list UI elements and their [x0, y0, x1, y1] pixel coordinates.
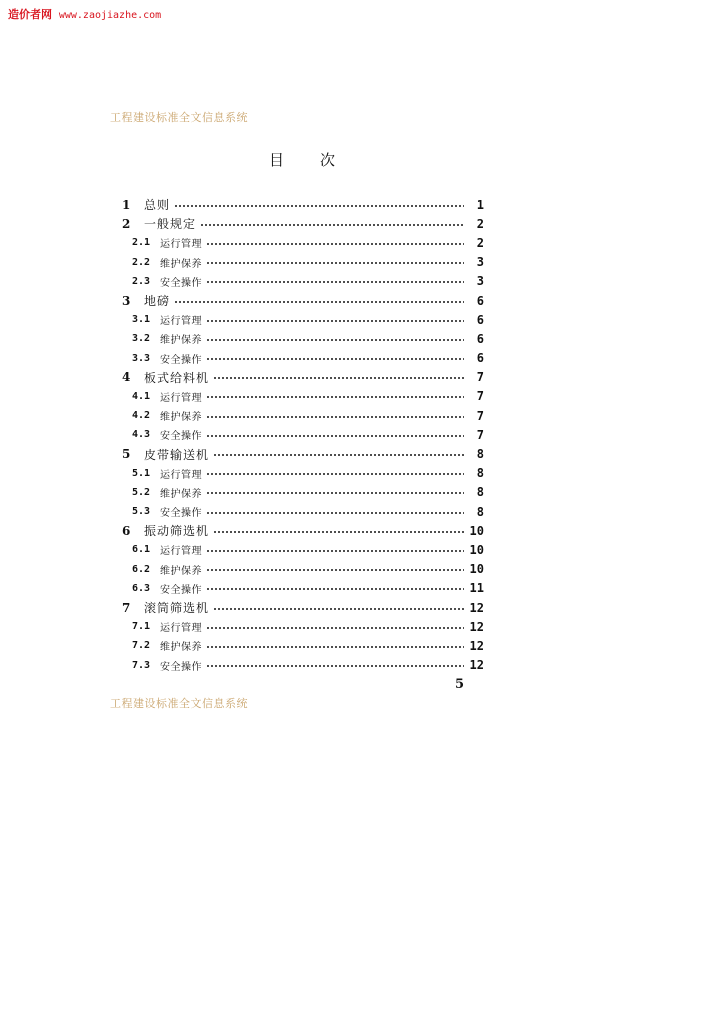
table-of-contents: [118, 195, 484, 675]
toc-page-number: 6: [476, 351, 484, 366]
dot-leader: [206, 256, 464, 268]
toc-label: 安全操作: [160, 508, 202, 520]
toc-label: 皮带输送机: [144, 447, 210, 462]
toc-page-number: 8: [476, 504, 484, 519]
toc-label: 运行管理: [160, 392, 202, 404]
page-number: 5: [455, 677, 465, 692]
toc-number: 3.1: [132, 314, 151, 326]
toc-label: 安全操作: [160, 277, 202, 289]
toc-page-number: 12: [469, 619, 484, 634]
toc-label: 安全操作: [160, 431, 202, 443]
dot-leader: [200, 218, 464, 230]
toc-section-row[interactable]: [118, 425, 484, 444]
site-url[interactable]: www.zaojiazhe.com: [58, 10, 162, 21]
toc-page-number: 1: [476, 197, 484, 212]
toc-page-number: 6: [476, 331, 484, 346]
toc-number: 5.2: [132, 486, 151, 498]
toc-section-row[interactable]: [118, 617, 484, 636]
toc-number: 7.2: [132, 640, 151, 652]
toc-page-number: 11: [469, 581, 484, 596]
dot-leader: [206, 467, 464, 479]
toc-chapter-row[interactable]: [118, 195, 484, 214]
dot-leader: [206, 390, 464, 402]
toc-section-row[interactable]: [118, 272, 484, 291]
toc-label: 安全操作: [160, 354, 202, 366]
dot-leader: [206, 544, 464, 556]
toc-label: 板式给料机: [144, 370, 210, 385]
dot-leader: [206, 352, 464, 364]
toc-page-number: 7: [476, 370, 484, 385]
toc-page-number: 7: [476, 408, 484, 423]
toc-label: 运行管理: [160, 316, 202, 328]
toc-page-number: 7: [476, 389, 484, 404]
toc-chapter-row[interactable]: [118, 444, 484, 463]
dot-leader: [206, 582, 464, 594]
toc-number: 1: [122, 197, 131, 212]
toc-page-number: 12: [469, 600, 484, 615]
toc-chapter-row[interactable]: [118, 521, 484, 540]
toc-number: 3.2: [132, 333, 151, 345]
toc-label: 维护保养: [160, 412, 202, 424]
toc-number: 5: [122, 447, 131, 462]
toc-label: 总则: [144, 198, 171, 213]
toc-section-row[interactable]: [118, 540, 484, 559]
toc-number: 6.2: [132, 563, 151, 575]
toc-page-number: 7: [476, 427, 484, 442]
toc-page-number: 12: [469, 658, 484, 673]
toc-page-number: 3: [476, 274, 484, 289]
toc-label: 运行管理: [160, 546, 202, 558]
toc-page-number: 3: [476, 255, 484, 270]
toc-section-row[interactable]: [118, 656, 484, 675]
toc-page-number: 2: [476, 216, 484, 231]
toc-number: 2.3: [132, 275, 151, 287]
toc-section-row[interactable]: [118, 233, 484, 252]
title-char-2: 次: [320, 151, 336, 169]
toc-number: 4.2: [132, 410, 151, 422]
toc-label: 安全操作: [160, 661, 202, 673]
toc-label: 维护保养: [160, 335, 202, 347]
dot-leader: [206, 506, 464, 518]
dot-leader: [206, 563, 464, 575]
toc-number: 2.2: [132, 256, 151, 268]
dot-leader: [213, 525, 464, 537]
toc-label: 运行管理: [160, 469, 202, 481]
toc-label: 地磅: [144, 294, 171, 309]
toc-section-row[interactable]: [118, 310, 484, 329]
toc-page-number: 12: [469, 638, 484, 653]
dot-leader: [213, 602, 464, 614]
toc-section-row[interactable]: [118, 387, 484, 406]
toc-chapter-row[interactable]: [118, 368, 484, 387]
toc-number: 7.3: [132, 659, 151, 671]
toc-number: 3.3: [132, 352, 151, 364]
dot-leader: [206, 429, 464, 441]
dot-leader: [206, 314, 464, 326]
toc-label: 维护保养: [160, 642, 202, 654]
dot-leader: [213, 371, 464, 383]
toc-section-row[interactable]: [118, 560, 484, 579]
site-name: 造价者网: [8, 8, 52, 21]
toc-label: 运行管理: [160, 239, 202, 251]
toc-number: 2.1: [132, 237, 151, 249]
toc-number: 7: [122, 600, 131, 615]
toc-page-number: 2: [476, 235, 484, 250]
toc-section-row[interactable]: [118, 253, 484, 272]
toc-label: 滚筒筛选机: [144, 601, 210, 616]
toc-number: 2: [122, 216, 131, 231]
toc-number: 5.3: [132, 506, 151, 518]
toc-page-number: 6: [476, 293, 484, 308]
toc-page-number: 8: [476, 466, 484, 481]
watermark-top: 工程建设标准全文信息系统: [110, 111, 248, 124]
toc-number: 4.1: [132, 390, 151, 402]
toc-section-row[interactable]: [118, 502, 484, 521]
toc-label: 振动筛选机: [144, 524, 210, 539]
toc-label: 维护保养: [160, 488, 202, 500]
toc-number: 6: [122, 523, 131, 538]
toc-section-row[interactable]: [118, 636, 484, 655]
toc-section-row[interactable]: [118, 329, 484, 348]
toc-number: 7.1: [132, 621, 151, 633]
toc-section-row[interactable]: [118, 579, 484, 598]
toc-page-number: 10: [469, 523, 484, 538]
toc-chapter-row[interactable]: [118, 214, 484, 233]
toc-chapter-row[interactable]: [118, 291, 484, 310]
toc-label: 一般规定: [144, 217, 197, 232]
dot-leader: [206, 621, 464, 633]
toc-label: 安全操作: [160, 584, 202, 596]
toc-number: 4: [122, 370, 131, 385]
dot-leader: [206, 640, 464, 652]
dot-leader: [206, 275, 464, 287]
toc-label: 运行管理: [160, 623, 202, 635]
toc-number: 3: [122, 293, 131, 308]
toc-page-number: 8: [476, 485, 484, 500]
toc-page-number: 8: [476, 447, 484, 462]
dot-leader: [174, 199, 464, 211]
dot-leader: [213, 448, 464, 460]
dot-leader: [206, 410, 464, 422]
toc-page-number: 10: [469, 542, 484, 557]
toc-number: 5.1: [132, 467, 151, 479]
toc-section-row[interactable]: [118, 464, 484, 483]
dot-leader: [206, 237, 464, 249]
toc-page-number: 10: [469, 562, 484, 577]
toc-number: 6.3: [132, 582, 151, 594]
toc-label: 维护保养: [160, 258, 202, 270]
watermark-bottom: 工程建设标准全文信息系统: [110, 697, 248, 710]
dot-leader: [206, 486, 464, 498]
dot-leader: [206, 659, 464, 671]
toc-chapter-row[interactable]: [118, 598, 484, 617]
toc-page-number: 6: [476, 312, 484, 327]
toc-section-row[interactable]: [118, 406, 484, 425]
toc-label: 维护保养: [160, 565, 202, 577]
toc-section-row[interactable]: [118, 349, 484, 368]
site-header: [8, 6, 161, 22]
toc-number: 6.1: [132, 544, 151, 556]
title-char-1: 目: [269, 151, 285, 169]
toc-number: 4.3: [132, 429, 151, 441]
dot-leader: [206, 333, 464, 345]
toc-section-row[interactable]: [118, 483, 484, 502]
dot-leader: [174, 295, 464, 307]
